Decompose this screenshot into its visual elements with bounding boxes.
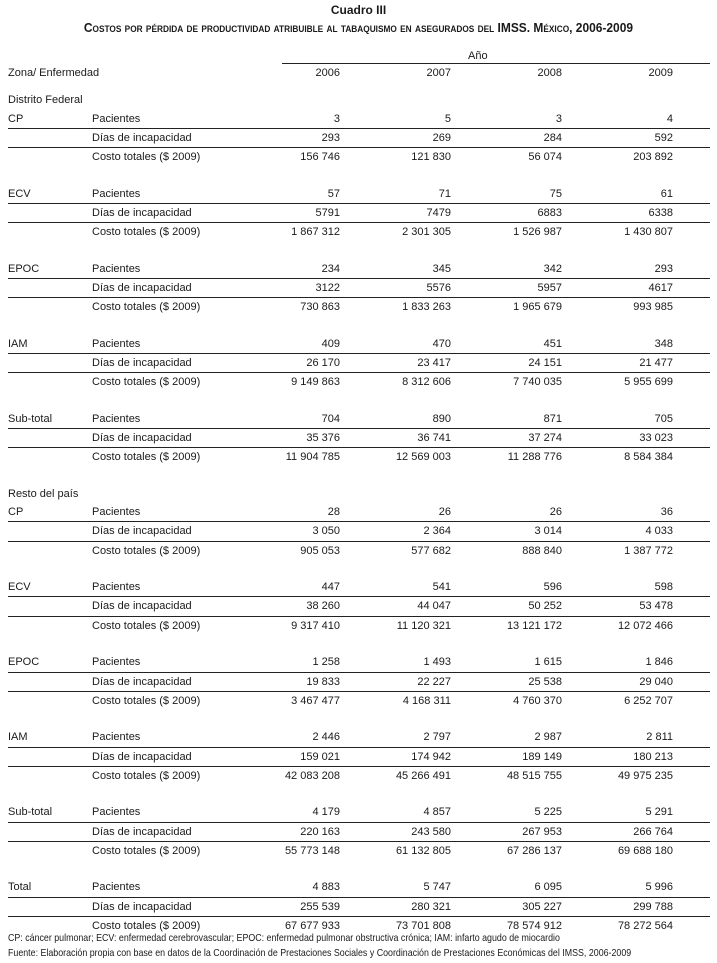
value-cell: 451 (543, 337, 562, 350)
value-cell: 5 (444, 112, 451, 125)
value-cell: 69 688 180 (617, 844, 673, 857)
disease-label: Sub-total (8, 412, 53, 425)
value-cell: 36 (660, 506, 673, 519)
zone-disease-header: Zona/ Enfermedad (8, 67, 100, 79)
value-cell: 266 764 (633, 825, 673, 838)
value-cell: 4 (666, 112, 673, 125)
value-cell: 7479 (426, 206, 451, 219)
value-cell: 293 (654, 262, 673, 275)
disease-label (8, 298, 92, 316)
year-header: 2008 (537, 67, 562, 79)
value-cell: 5957 (537, 281, 562, 294)
value-cell: 284 (543, 131, 562, 144)
table-row (8, 878, 710, 897)
table-row (8, 260, 710, 279)
disease-label (8, 767, 92, 785)
value-cell: 38 260 (306, 600, 340, 613)
table-title: Costos por pérdida de productividad atribuible al tabaquismo en asegurados del IMSS. México, 2006-2009 (83, 20, 634, 35)
disease-label (8, 373, 92, 391)
disease-label (8, 617, 92, 635)
table-row (8, 542, 710, 560)
value-cell: 12 072 466 (617, 619, 673, 632)
disease-label (8, 692, 92, 710)
disease-label: ECV (8, 187, 31, 200)
year-header: 2007 (426, 67, 451, 79)
value-cell: 22 227 (417, 675, 451, 688)
disease-label (8, 148, 92, 166)
disease-label (8, 748, 92, 766)
disease-label (8, 898, 92, 916)
value-cell: 4617 (648, 281, 673, 294)
value-cell: 6 095 (534, 881, 562, 894)
value-cell: 4 760 370 (513, 694, 562, 707)
table-row (8, 448, 710, 466)
table-row (8, 185, 710, 204)
measure-label: Días de incapacidad (92, 750, 192, 763)
value-cell: 5 996 (645, 881, 673, 894)
value-cell: 3122 (315, 281, 340, 294)
disease-label (8, 279, 92, 297)
measure-label: Días de incapacidad (92, 281, 192, 294)
value-cell: 11 288 776 (507, 451, 562, 464)
value-cell: 45 266 491 (395, 769, 451, 782)
value-cell: 156 746 (300, 151, 340, 164)
value-cell: 35 376 (306, 432, 340, 445)
table-row (8, 653, 710, 672)
table-title-wrap (0, 20, 717, 35)
value-cell: 9 317 410 (291, 619, 340, 632)
year-group-header (8, 49, 710, 64)
disease-label: EPOC (8, 262, 40, 275)
table-row (8, 898, 710, 917)
disease-label (8, 673, 92, 691)
value-cell: 26 (549, 506, 562, 519)
value-cell: 1 258 (312, 656, 340, 669)
disease-label (8, 204, 92, 222)
value-cell: 2 811 (646, 731, 673, 744)
value-cell: 3 (333, 112, 340, 125)
value-cell: 871 (543, 412, 562, 425)
table-row (8, 279, 710, 298)
value-cell: 704 (321, 412, 340, 425)
value-cell: 56 074 (528, 151, 562, 164)
table-row (8, 597, 710, 616)
value-cell: 255 539 (300, 900, 340, 913)
header-divider (282, 63, 710, 64)
measure-label: Días de incapacidad (92, 131, 192, 144)
measure-label: Días de incapacidad (92, 600, 192, 613)
table-row (8, 410, 710, 429)
value-cell: 4 033 (645, 525, 673, 538)
disease-label: CP (8, 506, 24, 519)
value-cell: 67 677 933 (284, 919, 340, 932)
measure-label: Costo totales ($ 2009) (92, 769, 201, 782)
disease-label: Sub-total (8, 806, 53, 819)
measure-label: Costo totales ($ 2009) (92, 226, 201, 239)
value-cell: 730 863 (300, 301, 340, 314)
value-cell: 67 286 137 (506, 844, 562, 857)
value-cell: 5 291 (645, 806, 673, 819)
measure-label: Pacientes (92, 337, 141, 350)
table-row (8, 522, 710, 541)
table-row (8, 617, 710, 635)
value-cell: 345 (432, 262, 451, 275)
value-cell: 1 846 (645, 656, 673, 669)
value-cell: 180 213 (633, 750, 673, 763)
value-cell: 21 477 (639, 356, 673, 369)
value-cell: 3 467 477 (291, 694, 340, 707)
measure-label: Pacientes (92, 112, 141, 125)
table-row (8, 692, 710, 710)
value-cell: 1 615 (534, 656, 562, 669)
value-cell: 36 741 (417, 432, 451, 445)
value-cell: 23 417 (417, 356, 451, 369)
value-cell: 267 953 (522, 825, 562, 838)
value-cell: 75 (549, 187, 562, 200)
value-cell: 4 168 311 (402, 694, 451, 707)
value-cell: 42 083 208 (284, 769, 340, 782)
value-cell: 55 773 148 (284, 844, 340, 857)
value-cell: 53 478 (639, 600, 673, 613)
value-cell: 48 515 755 (506, 769, 562, 782)
table-row (8, 767, 710, 785)
table-row (8, 673, 710, 692)
disease-label: EPOC (8, 656, 40, 669)
table-caption: Cuadro III (330, 3, 387, 17)
table-row (8, 110, 710, 129)
value-cell: 1 965 679 (513, 301, 562, 314)
disease-label (8, 354, 92, 372)
measure-label: Costo totales ($ 2009) (92, 451, 201, 464)
value-cell: 73 701 808 (395, 919, 451, 932)
disease-label: IAM (8, 731, 28, 744)
value-cell: 888 840 (522, 544, 562, 557)
disease-label (8, 597, 92, 615)
table-row (8, 335, 710, 354)
value-cell: 409 (321, 337, 340, 350)
table-row (8, 298, 710, 316)
measure-label: Días de incapacidad (92, 432, 192, 445)
value-cell: 7 740 035 (513, 376, 562, 389)
value-cell: 5 225 (534, 806, 562, 819)
value-cell: 305 227 (522, 900, 562, 913)
disease-label (8, 448, 92, 466)
table-row (8, 223, 710, 241)
measure-label: Costo totales ($ 2009) (92, 376, 201, 389)
value-cell: 541 (432, 581, 451, 594)
measure-label: Costo totales ($ 2009) (92, 151, 201, 164)
value-cell: 1 387 772 (624, 544, 673, 557)
value-cell: 705 (654, 412, 673, 425)
measure-label: Pacientes (92, 881, 141, 894)
value-cell: 11 904 785 (285, 451, 340, 464)
value-cell: 159 021 (300, 750, 340, 763)
value-cell: 61 132 805 (395, 844, 451, 857)
measure-label: Costo totales ($ 2009) (92, 919, 201, 932)
data-table (8, 49, 710, 935)
value-cell: 24 151 (528, 356, 562, 369)
value-cell: 993 985 (633, 301, 673, 314)
measure-label: Días de incapacidad (92, 900, 192, 913)
value-cell: 1 493 (423, 656, 451, 669)
value-cell: 1 833 263 (402, 301, 451, 314)
measure-label: Días de incapacidad (92, 675, 192, 688)
value-cell: 5791 (315, 206, 340, 219)
value-cell: 19 833 (306, 675, 340, 688)
value-cell: 78 272 564 (617, 919, 673, 932)
footnotes (8, 931, 717, 961)
value-cell: 37 274 (528, 432, 562, 445)
table-row (8, 823, 710, 842)
measure-label: Pacientes (92, 731, 141, 744)
value-cell: 6883 (537, 206, 562, 219)
value-cell: 3 050 (312, 525, 340, 538)
value-cell: 12 569 003 (395, 451, 451, 464)
measure-label: Pacientes (92, 656, 141, 669)
value-cell: 2 446 (312, 731, 340, 744)
value-cell: 2 364 (423, 525, 451, 538)
value-cell: 596 (543, 581, 562, 594)
value-cell: 220 163 (300, 825, 340, 838)
value-cell: 2 301 305 (402, 226, 451, 239)
value-cell: 2 987 (534, 731, 562, 744)
measure-label: Pacientes (92, 506, 141, 519)
zone-label: Distrito Federal (8, 94, 83, 107)
value-cell: 4 179 (312, 806, 340, 819)
value-cell: 5 955 699 (624, 376, 673, 389)
value-cell: 890 (432, 412, 451, 425)
measure-label: Días de incapacidad (92, 825, 192, 838)
value-cell: 4 857 (423, 806, 451, 819)
value-cell: 577 682 (411, 544, 451, 557)
table-row (8, 204, 710, 223)
value-cell: 50 252 (528, 600, 562, 613)
measure-label: Costo totales ($ 2009) (92, 619, 201, 632)
measure-label: Pacientes (92, 412, 141, 425)
measure-label: Pacientes (92, 581, 141, 594)
measure-label: Costo totales ($ 2009) (92, 694, 201, 707)
disease-label: IAM (8, 337, 28, 350)
measure-label: Pacientes (92, 187, 141, 200)
value-cell: 598 (654, 581, 673, 594)
table-row (8, 578, 710, 597)
value-cell: 57 (327, 187, 340, 200)
value-cell: 447 (321, 581, 340, 594)
value-cell: 61 (660, 187, 673, 200)
table-row (8, 354, 710, 373)
value-cell: 280 321 (411, 900, 451, 913)
table-row (8, 429, 710, 448)
value-cell: 3 014 (534, 525, 562, 538)
value-cell: 29 040 (639, 675, 673, 688)
measure-label: Costo totales ($ 2009) (92, 544, 201, 557)
value-cell: 49 975 235 (617, 769, 673, 782)
value-cell: 1 526 987 (513, 226, 562, 239)
table-row (8, 842, 710, 860)
value-cell: 13 121 172 (506, 619, 562, 632)
disease-label (8, 823, 92, 841)
measure-label: Costo totales ($ 2009) (92, 844, 201, 857)
value-cell: 28 (327, 506, 340, 519)
table-row (8, 803, 710, 822)
abbreviations-note: CP: cáncer pulmonar; ECV: enfermedad cerebrovascular; EPOC: enfermedad pulmonar obstructiva crónica; IAM: infarto agudo de miocardio (8, 933, 560, 944)
value-cell: 2 797 (423, 731, 451, 744)
disease-label (8, 522, 92, 540)
value-cell: 1 867 312 (291, 226, 340, 239)
value-cell: 342 (543, 262, 562, 275)
value-cell: 26 170 (306, 356, 340, 369)
value-cell: 592 (654, 131, 673, 144)
value-cell: 174 942 (411, 750, 451, 763)
value-cell: 33 023 (639, 432, 673, 445)
measure-label: Pacientes (92, 806, 141, 819)
measure-label: Días de incapacidad (92, 525, 192, 538)
measure-label: Días de incapacidad (92, 356, 192, 369)
value-cell: 11 120 321 (396, 619, 451, 632)
year-group-label: Año (468, 50, 488, 62)
value-cell: 905 053 (300, 544, 340, 557)
source-note: Fuente: Elaboración propia con base en datos de la Coordinación de Prestaciones Sociales y Coordinación de Prestaciones Económicas del IMSS, 2006-2009 (8, 948, 632, 959)
measure-label: Pacientes (92, 262, 141, 275)
year-header: 2009 (648, 67, 673, 79)
measure-label: Costo totales ($ 2009) (92, 301, 201, 314)
value-cell: 203 892 (633, 151, 673, 164)
value-cell: 348 (654, 337, 673, 350)
disease-label: Total (8, 881, 32, 894)
disease-label: CP (8, 112, 24, 125)
value-cell: 26 (438, 506, 451, 519)
value-cell: 6338 (648, 206, 673, 219)
value-cell: 470 (432, 337, 451, 350)
year-header: 2006 (315, 67, 340, 79)
value-cell: 4 883 (312, 881, 340, 894)
value-cell: 299 788 (633, 900, 673, 913)
table-row (8, 129, 710, 148)
value-cell: 71 (438, 187, 451, 200)
value-cell: 78 574 912 (506, 919, 562, 932)
value-cell: 8 312 606 (402, 376, 451, 389)
value-cell: 243 580 (411, 825, 451, 838)
disease-label (8, 542, 92, 560)
value-cell: 269 (432, 131, 451, 144)
value-cell: 189 149 (522, 750, 562, 763)
table-row (8, 503, 710, 522)
table-row (8, 748, 710, 767)
value-cell: 9 149 863 (291, 376, 340, 389)
value-cell: 121 830 (411, 151, 451, 164)
column-header-row (8, 64, 710, 82)
table-row (8, 373, 710, 391)
disease-label (8, 129, 92, 147)
value-cell: 6 252 707 (624, 694, 673, 707)
value-cell: 5576 (426, 281, 451, 294)
value-cell: 44 047 (417, 600, 451, 613)
disease-label (8, 842, 92, 860)
value-cell: 25 538 (528, 675, 562, 688)
measure-label: Días de incapacidad (92, 206, 192, 219)
value-cell: 3 (555, 112, 562, 125)
disease-label: ECV (8, 581, 31, 594)
disease-label (8, 223, 92, 241)
value-cell: 8 584 384 (624, 451, 673, 464)
zone-label: Resto del país (8, 487, 79, 500)
table-row (8, 148, 710, 166)
value-cell: 293 (321, 131, 340, 144)
table-row (8, 728, 710, 747)
value-cell: 1 430 807 (624, 226, 673, 239)
value-cell: 5 747 (423, 881, 451, 894)
value-cell: 234 (321, 262, 340, 275)
disease-label (8, 429, 92, 447)
